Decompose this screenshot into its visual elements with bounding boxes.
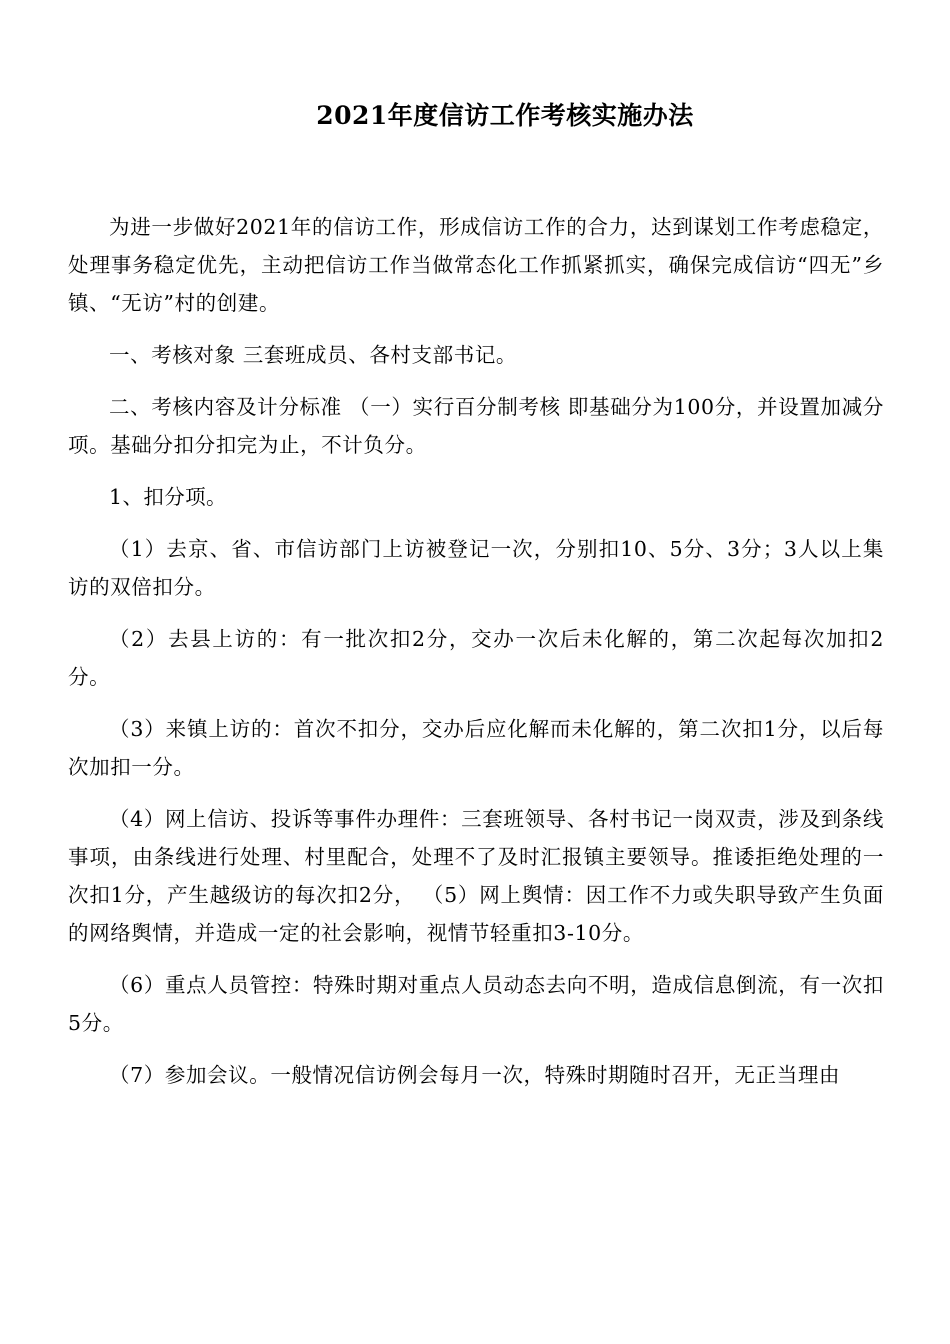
paragraph-assessment-content: 二、考核内容及计分标准 （一）实行百分制考核 即基础分为100分，并设置加减分项。基础分扣分扣完为止，不计负分。 (68, 395, 884, 457)
paragraph-item-2: （2）去县上访的：有一批次扣2分，交办一次后未化解的，第二次起每次加扣2分。 (68, 627, 884, 689)
document-body (68, 208, 884, 1108)
paragraph-intro: 为进一步做好2021年的信访工作，形成信访工作的合力，达到谋划工作考虑稳定，处理事务稳定优先，主动把信访工作当做常态化工作抓紧抓实，确保完成信访“四无”乡镇、“无访”村的创建。 (68, 215, 884, 315)
paragraph-item-1: （1）去京、省、市信访部门上访被登记一次，分别扣10、5分、3分；3人以上集访的双倍扣分。 (68, 537, 884, 599)
paragraph-assessment-target: 一、考核对象 三套班成员、各村支部书记。 (109, 343, 518, 367)
paragraph-item-3: （3）来镇上访的：首次不扣分，交办后应化解而未化解的，第二次扣1分，以后每次加扣一分。 (68, 717, 884, 779)
paragraph-item-6: （6）重点人员管控：特殊时期对重点人员动态去向不明，造成信息倒流，有一次扣5分。 (68, 973, 884, 1035)
paragraph-item-4-5: （4）网上信访、投诉等事件办理件：三套班领导、各村书记一岗双责，涉及到条线事项，由条线进行处理、村里配合，处理不了及时汇报镇主要领导。推诿拒绝处理的一次扣1分，产生越级访的每次扣2分， （5）网上舆情：因工作不力或失职导致产生负面的网络舆情，并造成一定的社会影响，视情节轻重扣3-10分。 (68, 807, 884, 945)
paragraph-item-7: （7）参加会议。一般情况信访例会每月一次，特殊时期随时召开，无正当理由 (109, 1063, 841, 1087)
paragraph-deduction-heading: 1、扣分项。 (109, 485, 227, 509)
document-title: 2021年度信访工作考核实施办法 (316, 101, 694, 130)
